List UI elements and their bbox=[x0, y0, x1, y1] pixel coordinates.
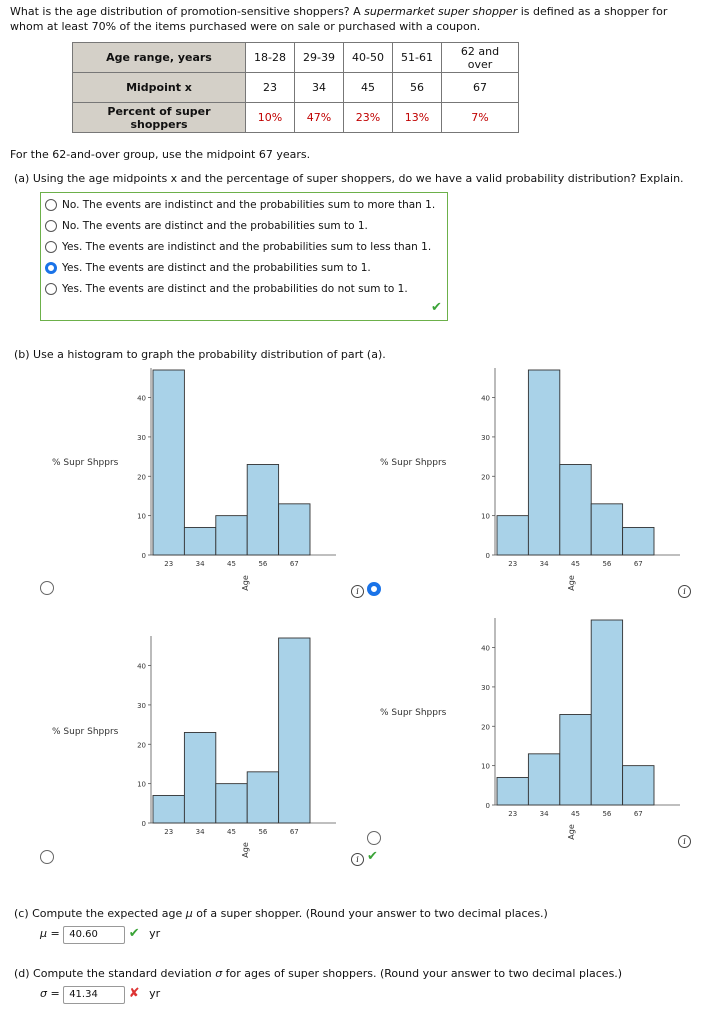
table-cell: 29-39 bbox=[295, 43, 344, 73]
radio-button[interactable] bbox=[45, 241, 57, 253]
histogram-bar bbox=[623, 766, 654, 805]
y-tick-label: 10 bbox=[481, 762, 490, 771]
table-cell: 62 and over bbox=[442, 43, 519, 73]
part-d-question: (d) Compute the standard deviation σ for ages of super shoppers. (Round your answer to two decimal places.) bbox=[14, 967, 623, 980]
x-tick-label: 45 bbox=[571, 560, 580, 568]
table-cell: 56 bbox=[393, 73, 442, 103]
row-header: Midpoint x bbox=[73, 73, 246, 103]
table-row bbox=[73, 73, 519, 103]
x-axis-label: Age bbox=[241, 575, 250, 591]
note-text: For the 62-and-over group, use the midpoint 67 years. bbox=[10, 148, 311, 161]
histogram-bar bbox=[247, 464, 278, 555]
x-tick-label: 45 bbox=[227, 828, 236, 836]
histogram-bar bbox=[591, 504, 622, 555]
expected-age-input[interactable]: 40.60 bbox=[63, 926, 125, 944]
radio-button[interactable] bbox=[45, 283, 57, 295]
info-icon[interactable]: i bbox=[351, 853, 364, 866]
x-tick-label: 34 bbox=[195, 828, 205, 836]
y-tick-label: 20 bbox=[137, 741, 146, 750]
data-table bbox=[72, 42, 519, 133]
option-a0[interactable]: No. The events are indistinct and the probabilities sum to more than 1. bbox=[45, 197, 435, 213]
y-axis-label: % Supr Shpprs bbox=[380, 458, 447, 468]
radio-button[interactable] bbox=[45, 220, 57, 232]
y-tick-label: 20 bbox=[481, 473, 490, 482]
y-tick-label: 10 bbox=[481, 512, 490, 521]
table-cell: 34 bbox=[295, 73, 344, 103]
table-cell: 51-61 bbox=[393, 43, 442, 73]
x-tick-label: 23 bbox=[164, 828, 174, 836]
histogram-bar bbox=[247, 772, 278, 823]
histogram-1 bbox=[130, 365, 380, 595]
x-tick-label: 45 bbox=[571, 810, 580, 818]
y-tick-label: 20 bbox=[137, 473, 146, 482]
option-a4[interactable]: Yes. The events are distinct and the probabilities do not sum to 1. bbox=[45, 281, 408, 297]
y-axis-label: % Supr Shpprs bbox=[52, 458, 119, 468]
x-tick-label: 56 bbox=[258, 828, 268, 836]
info-icon[interactable]: i bbox=[678, 585, 691, 598]
table-cell: 7% bbox=[442, 103, 519, 133]
intro-text: What is the age distribution of promotion-sensitive shoppers? A supermarket super shopper is defined as a shopper for whom at least 70% of the items purchased were on sale or purchased with a coupon. bbox=[10, 5, 668, 33]
y-tick-label: 30 bbox=[481, 433, 490, 442]
correct-check-icon: ✔ bbox=[431, 300, 442, 315]
x-tick-label: 67 bbox=[633, 560, 643, 568]
part-a-options bbox=[40, 192, 448, 321]
histogram-3 bbox=[130, 632, 380, 862]
histogram-option-1-radio[interactable] bbox=[40, 581, 54, 595]
part-c-answer-row bbox=[40, 926, 160, 944]
histogram-bar bbox=[153, 795, 184, 823]
part-a-question: (a) Using the age midpoints x and the percentage of super shoppers, do we have a valid probability distribution? Explain. bbox=[14, 172, 684, 185]
option-a3[interactable]: Yes. The events are distinct and the probabilities sum to 1. bbox=[45, 260, 371, 276]
histogram-bar bbox=[623, 527, 654, 555]
histogram-bar bbox=[184, 732, 215, 823]
part-c-question: (c) Compute the expected age μ of a super shopper. (Round your answer to two decimal places.) bbox=[14, 907, 548, 920]
y-tick-label: 10 bbox=[137, 512, 146, 521]
y-tick-label: 40 bbox=[137, 662, 146, 671]
x-tick-label: 23 bbox=[164, 560, 174, 568]
table-cell: 18-28 bbox=[246, 43, 295, 73]
option-a1[interactable]: No. The events are distinct and the probabilities sum to 1. bbox=[45, 218, 368, 234]
table-cell: 10% bbox=[246, 103, 295, 133]
table-cell: 40-50 bbox=[344, 43, 393, 73]
table-cell: 13% bbox=[393, 103, 442, 133]
table-row bbox=[73, 103, 519, 133]
y-tick-label: 0 bbox=[485, 802, 490, 810]
y-tick-label: 30 bbox=[481, 683, 490, 692]
histogram-bar bbox=[528, 754, 559, 805]
x-tick-label: 67 bbox=[289, 828, 299, 836]
part-d-answer-row bbox=[40, 986, 160, 1004]
x-tick-label: 23 bbox=[508, 560, 518, 568]
radio-button[interactable] bbox=[45, 199, 57, 211]
option-a2[interactable]: Yes. The events are indistinct and the probabilities sum to less than 1. bbox=[45, 239, 431, 255]
histogram-bar bbox=[153, 370, 184, 555]
histogram-bar bbox=[497, 777, 528, 805]
part-b-question: (b) Use a histogram to graph the probability distribution of part (a). bbox=[14, 348, 386, 361]
histogram-4 bbox=[458, 614, 708, 844]
histogram-bar bbox=[216, 784, 247, 823]
table-cell: 67 bbox=[442, 73, 519, 103]
correct-check-icon: ✔ bbox=[128, 926, 140, 941]
radio-button-selected[interactable] bbox=[45, 262, 57, 274]
y-axis-label: % Supr Shpprs bbox=[52, 727, 119, 737]
y-tick-label: 10 bbox=[137, 780, 146, 789]
y-axis-label: % Supr Shpprs bbox=[380, 708, 447, 718]
x-axis-label: Age bbox=[241, 842, 250, 858]
unit-label: yr bbox=[149, 927, 161, 940]
histogram-bar bbox=[216, 516, 247, 555]
std-dev-input[interactable]: 41.34 bbox=[63, 986, 125, 1004]
x-axis-label: Age bbox=[567, 824, 576, 840]
table-cell: 47% bbox=[295, 103, 344, 133]
y-tick-label: 30 bbox=[137, 433, 146, 442]
x-tick-label: 45 bbox=[227, 560, 236, 568]
x-tick-label: 56 bbox=[602, 810, 612, 818]
histogram-bar bbox=[279, 504, 310, 555]
histogram-bar bbox=[279, 638, 310, 823]
wrong-x-icon: ✘ bbox=[128, 986, 140, 1001]
y-tick-label: 40 bbox=[481, 644, 490, 653]
y-tick-label: 20 bbox=[481, 723, 490, 732]
y-tick-label: 0 bbox=[141, 552, 146, 560]
x-tick-label: 34 bbox=[195, 560, 205, 568]
y-tick-label: 0 bbox=[485, 552, 490, 560]
y-tick-label: 30 bbox=[137, 701, 146, 710]
table-cell: 45 bbox=[344, 73, 393, 103]
x-tick-label: 67 bbox=[289, 560, 299, 568]
histogram-bar bbox=[591, 620, 622, 805]
sigma-label: σ = bbox=[40, 987, 60, 1000]
histogram-2 bbox=[458, 365, 708, 595]
info-icon[interactable]: i bbox=[351, 585, 364, 598]
histogram-option-2-radio[interactable] bbox=[367, 582, 381, 596]
mu-label: μ = bbox=[40, 927, 60, 940]
row-header: Age range, years bbox=[73, 43, 246, 73]
histogram-option-3-radio[interactable] bbox=[40, 850, 54, 864]
table-cell: 23% bbox=[344, 103, 393, 133]
x-axis-label: Age bbox=[567, 575, 576, 591]
info-icon[interactable]: i bbox=[678, 835, 691, 848]
x-tick-label: 56 bbox=[258, 560, 268, 568]
histogram-bar bbox=[560, 464, 591, 555]
table-cell: 23 bbox=[246, 73, 295, 103]
table-row bbox=[73, 43, 519, 73]
correct-check-icon: ✔ bbox=[367, 849, 378, 864]
x-tick-label: 67 bbox=[633, 810, 643, 818]
histogram-bar bbox=[528, 370, 559, 555]
histogram-bar bbox=[184, 527, 215, 555]
y-tick-label: 40 bbox=[137, 394, 146, 403]
x-tick-label: 23 bbox=[508, 810, 518, 818]
histogram-option-4-radio[interactable] bbox=[367, 831, 381, 845]
x-tick-label: 56 bbox=[602, 560, 612, 568]
histogram-bar bbox=[497, 516, 528, 555]
histogram-bar bbox=[560, 714, 591, 805]
unit-label: yr bbox=[149, 987, 161, 1000]
x-tick-label: 34 bbox=[539, 810, 549, 818]
x-tick-label: 34 bbox=[539, 560, 549, 568]
row-header: Percent of super shoppers bbox=[73, 103, 246, 133]
y-tick-label: 0 bbox=[141, 820, 146, 828]
y-tick-label: 40 bbox=[481, 394, 490, 403]
